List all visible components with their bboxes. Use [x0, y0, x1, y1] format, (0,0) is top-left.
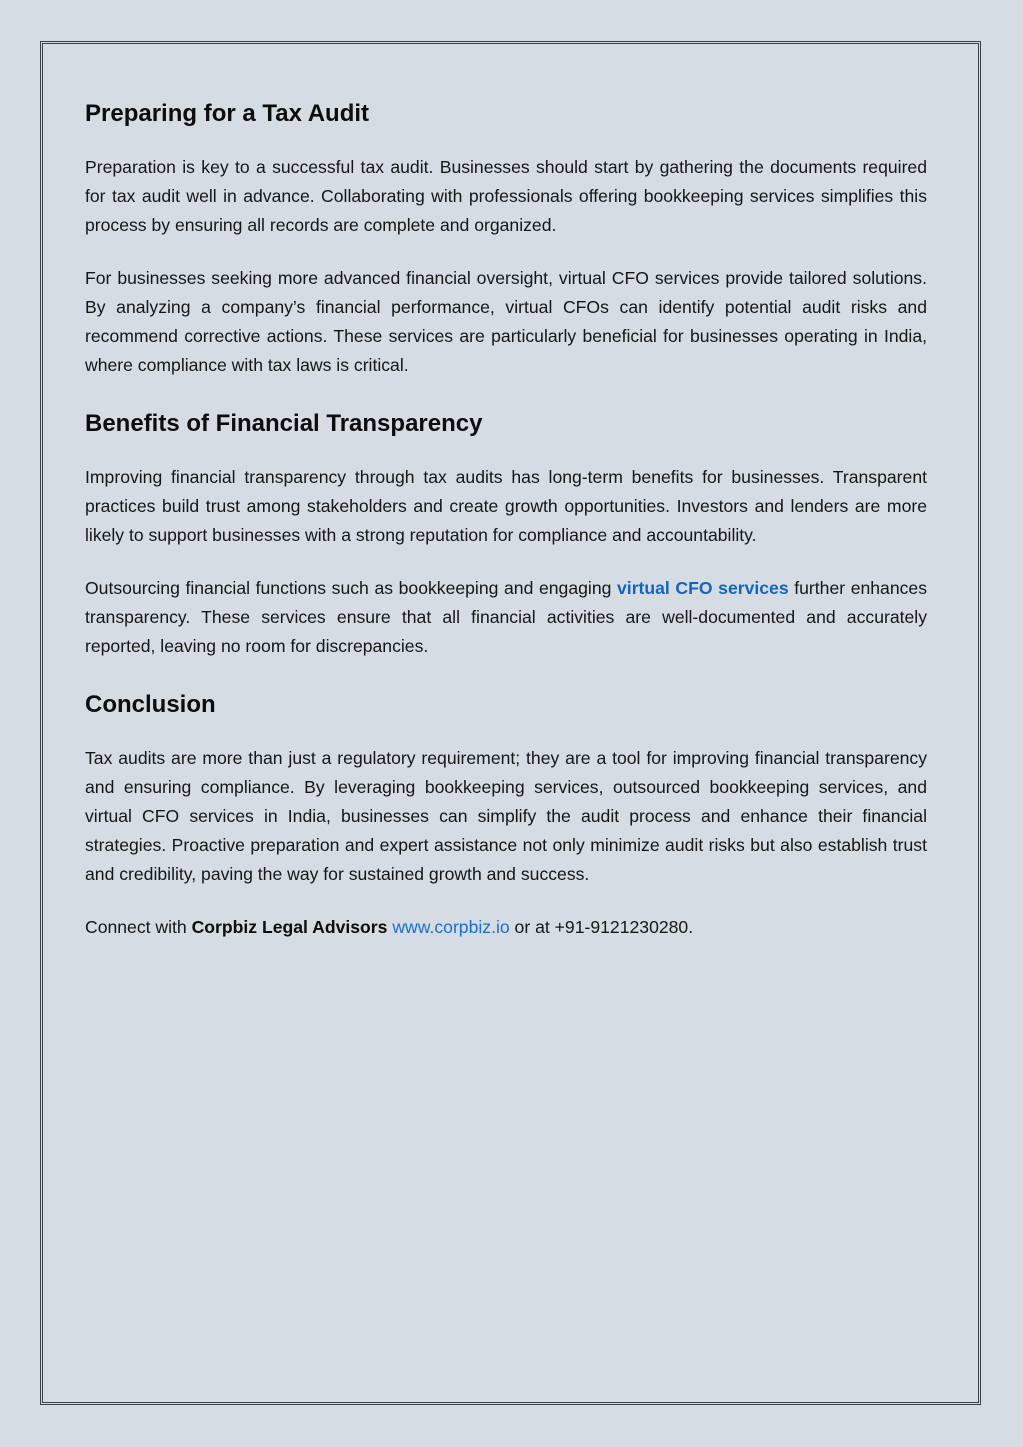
section-heading: Benefits of Financial Transparency — [85, 410, 483, 437]
paragraph-text: Outsourcing financial functions such as bookkeeping and engaging — [85, 578, 618, 598]
section-conclusion — [85, 687, 927, 942]
paragraph: Preparation is key to a successful tax audit. Businesses should start by gathering the documents required for tax audit well in advance. Collaborating with professionals offering bookkeeping services simplifies this process by ensuring all records are complete and organized. — [85, 157, 927, 235]
contact-prefix: Connect with — [85, 917, 192, 937]
outsourcing-paragraph — [85, 574, 927, 661]
website-link[interactable]: www.corpbiz.io — [392, 917, 510, 937]
contact-suffix: or at +91-9121230280. — [509, 917, 694, 937]
section-heading: Conclusion — [85, 691, 216, 718]
section-preparing-for-tax-audit — [85, 96, 927, 380]
section-heading: Preparing for a Tax Audit — [85, 100, 370, 127]
section-benefits-of-financial-transparency — [85, 406, 927, 661]
company-name: Corpbiz Legal Advisors — [191, 917, 388, 937]
virtual-cfo-services-link[interactable]: virtual CFO services — [617, 578, 789, 598]
document-content — [85, 96, 927, 966]
contact-line — [85, 913, 927, 942]
paragraph-text: further enhances transparency. These services ensure that all financial activities are well-documented and accurately reported, leaving no room for discrepancies. — [85, 578, 928, 656]
paragraph: Improving financial transparency through tax audits has long-term benefits for businesses. Transparent practices build trust among stakeholders and create growth opportunities. Investors and lenders are more likely to support businesses with a strong reputation for compliance and accountability. — [85, 467, 927, 545]
paragraph: Tax audits are more than just a regulatory requirement; they are a tool for improving financial transparency and ensuring compliance. By leveraging bookkeeping services, outsourced bookkeeping services, and virtual CFO services in India, businesses can simplify the audit process and enhance their financial strategies. Proactive preparation and expert assistance not only minimize audit risks but also establish trust and credibility, paving the way for sustained growth and success. — [85, 748, 927, 884]
paragraph: For businesses seeking more advanced financial oversight, virtual CFO services provide tailored solutions. By analyzing a company’s financial performance, virtual CFOs can identify potential audit risks and recommend corrective actions. These services are particularly beneficial for businesses operating in India, where compliance with tax laws is critical. — [85, 268, 927, 375]
